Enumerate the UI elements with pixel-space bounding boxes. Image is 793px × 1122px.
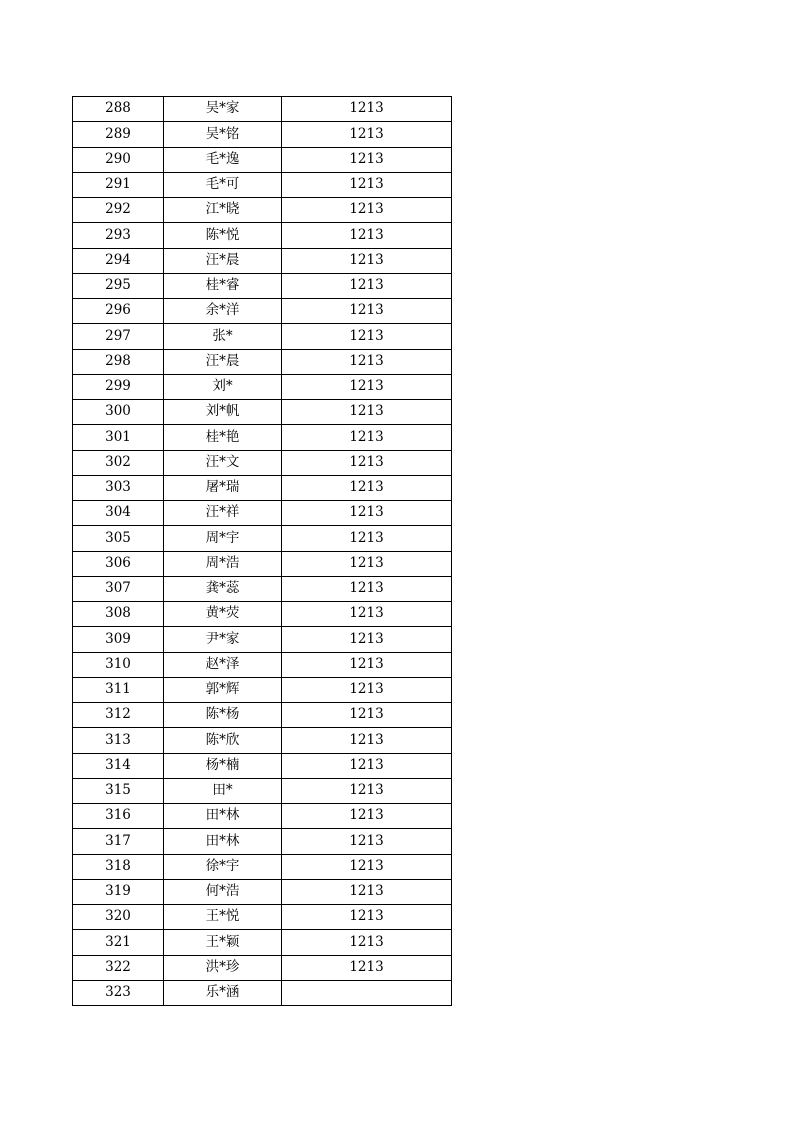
table-row (73, 804, 452, 829)
name-cell: 尹*家 (164, 627, 282, 652)
table-row (73, 475, 452, 500)
name-cell: 陈*欣 (164, 728, 282, 753)
table-row (73, 905, 452, 930)
table-row (73, 248, 452, 273)
name-cell: 何*浩 (164, 879, 282, 904)
row-number-cell: 305 (73, 526, 164, 551)
row-number-cell: 296 (73, 299, 164, 324)
row-number-cell: 321 (73, 930, 164, 955)
table-row (73, 753, 452, 778)
row-number-cell: 323 (73, 980, 164, 1005)
name-cell: 周*宇 (164, 526, 282, 551)
name-cell: 乐*涵 (164, 980, 282, 1005)
name-cell: 徐*宇 (164, 854, 282, 879)
table-row (73, 576, 452, 601)
row-number-cell: 307 (73, 576, 164, 601)
code-cell: 1213 (282, 879, 452, 904)
row-number-cell: 292 (73, 198, 164, 223)
table-row (73, 147, 452, 172)
code-cell: 1213 (282, 349, 452, 374)
row-number-cell: 299 (73, 374, 164, 399)
name-cell: 吴*铭 (164, 122, 282, 147)
row-number-cell: 291 (73, 172, 164, 197)
row-number-cell: 302 (73, 450, 164, 475)
name-cell: 周*浩 (164, 551, 282, 576)
row-number-cell: 313 (73, 728, 164, 753)
row-number-cell: 293 (73, 223, 164, 248)
table-row (73, 122, 452, 147)
name-cell: 张* (164, 324, 282, 349)
code-cell: 1213 (282, 627, 452, 652)
data-table (72, 96, 452, 1006)
row-number-cell: 303 (73, 475, 164, 500)
code-cell: 1213 (282, 450, 452, 475)
name-cell: 黄*荧 (164, 602, 282, 627)
table-row (73, 425, 452, 450)
row-number-cell: 301 (73, 425, 164, 450)
table-row (73, 97, 452, 122)
table-row (73, 652, 452, 677)
code-cell: 1213 (282, 753, 452, 778)
name-cell: 田* (164, 778, 282, 803)
table-row (73, 223, 452, 248)
table-row (73, 854, 452, 879)
name-cell: 刘* (164, 374, 282, 399)
row-number-cell: 312 (73, 703, 164, 728)
row-number-cell: 294 (73, 248, 164, 273)
row-number-cell: 298 (73, 349, 164, 374)
code-cell (282, 980, 452, 1005)
code-cell: 1213 (282, 147, 452, 172)
table-row (73, 778, 452, 803)
table-row (73, 450, 452, 475)
code-cell: 1213 (282, 400, 452, 425)
code-cell: 1213 (282, 677, 452, 702)
name-cell: 毛*可 (164, 172, 282, 197)
name-cell: 王*悦 (164, 905, 282, 930)
code-cell: 1213 (282, 198, 452, 223)
row-number-cell: 300 (73, 400, 164, 425)
table-row (73, 374, 452, 399)
row-number-cell: 322 (73, 955, 164, 980)
table-row (73, 602, 452, 627)
table-row (73, 198, 452, 223)
row-number-cell: 319 (73, 879, 164, 904)
row-number-cell: 308 (73, 602, 164, 627)
row-number-cell: 290 (73, 147, 164, 172)
name-cell: 龚*蕊 (164, 576, 282, 601)
code-cell: 1213 (282, 551, 452, 576)
code-cell: 1213 (282, 829, 452, 854)
row-number-cell: 309 (73, 627, 164, 652)
name-cell: 洪*珍 (164, 955, 282, 980)
name-cell: 余*洋 (164, 299, 282, 324)
name-cell: 陈*悦 (164, 223, 282, 248)
name-cell: 江*晓 (164, 198, 282, 223)
table-body (73, 97, 452, 1006)
row-number-cell: 318 (73, 854, 164, 879)
code-cell: 1213 (282, 526, 452, 551)
code-cell: 1213 (282, 223, 452, 248)
code-cell: 1213 (282, 299, 452, 324)
row-number-cell: 288 (73, 97, 164, 122)
code-cell: 1213 (282, 703, 452, 728)
code-cell: 1213 (282, 425, 452, 450)
table-row (73, 879, 452, 904)
code-cell: 1213 (282, 475, 452, 500)
table-row (73, 930, 452, 955)
name-cell: 汪*晨 (164, 349, 282, 374)
code-cell: 1213 (282, 905, 452, 930)
table-row (73, 728, 452, 753)
name-cell: 陈*杨 (164, 703, 282, 728)
row-number-cell: 295 (73, 273, 164, 298)
row-number-cell: 304 (73, 501, 164, 526)
code-cell: 1213 (282, 652, 452, 677)
name-cell: 杨*楠 (164, 753, 282, 778)
table-row (73, 526, 452, 551)
code-cell: 1213 (282, 778, 452, 803)
row-number-cell: 314 (73, 753, 164, 778)
table-row (73, 551, 452, 576)
name-cell: 田*林 (164, 829, 282, 854)
table-row (73, 501, 452, 526)
code-cell: 1213 (282, 602, 452, 627)
name-cell: 毛*逸 (164, 147, 282, 172)
code-cell: 1213 (282, 854, 452, 879)
table-row (73, 172, 452, 197)
table-row (73, 829, 452, 854)
code-cell: 1213 (282, 728, 452, 753)
code-cell: 1213 (282, 374, 452, 399)
table-row (73, 703, 452, 728)
row-number-cell: 320 (73, 905, 164, 930)
table-row (73, 400, 452, 425)
name-cell: 屠*瑞 (164, 475, 282, 500)
name-cell: 赵*泽 (164, 652, 282, 677)
row-number-cell: 289 (73, 122, 164, 147)
row-number-cell: 297 (73, 324, 164, 349)
row-number-cell: 315 (73, 778, 164, 803)
table-row (73, 324, 452, 349)
code-cell: 1213 (282, 122, 452, 147)
row-number-cell: 317 (73, 829, 164, 854)
name-cell: 田*林 (164, 804, 282, 829)
code-cell: 1213 (282, 930, 452, 955)
name-cell: 汪*文 (164, 450, 282, 475)
table-row (73, 273, 452, 298)
name-cell: 桂*睿 (164, 273, 282, 298)
table-row (73, 627, 452, 652)
code-cell: 1213 (282, 324, 452, 349)
code-cell: 1213 (282, 576, 452, 601)
row-number-cell: 310 (73, 652, 164, 677)
row-number-cell: 316 (73, 804, 164, 829)
code-cell: 1213 (282, 501, 452, 526)
code-cell: 1213 (282, 273, 452, 298)
name-cell: 桂*艳 (164, 425, 282, 450)
name-cell: 吴*家 (164, 97, 282, 122)
table-row (73, 349, 452, 374)
table-row (73, 677, 452, 702)
table-row (73, 955, 452, 980)
name-cell: 王*颖 (164, 930, 282, 955)
table-row (73, 299, 452, 324)
row-number-cell: 306 (73, 551, 164, 576)
name-cell: 汪*晨 (164, 248, 282, 273)
name-cell: 汪*祥 (164, 501, 282, 526)
name-cell: 刘*帆 (164, 400, 282, 425)
code-cell: 1213 (282, 97, 452, 122)
code-cell: 1213 (282, 248, 452, 273)
table-row (73, 980, 452, 1005)
code-cell: 1213 (282, 804, 452, 829)
name-cell: 郭*辉 (164, 677, 282, 702)
row-number-cell: 311 (73, 677, 164, 702)
code-cell: 1213 (282, 172, 452, 197)
code-cell: 1213 (282, 955, 452, 980)
